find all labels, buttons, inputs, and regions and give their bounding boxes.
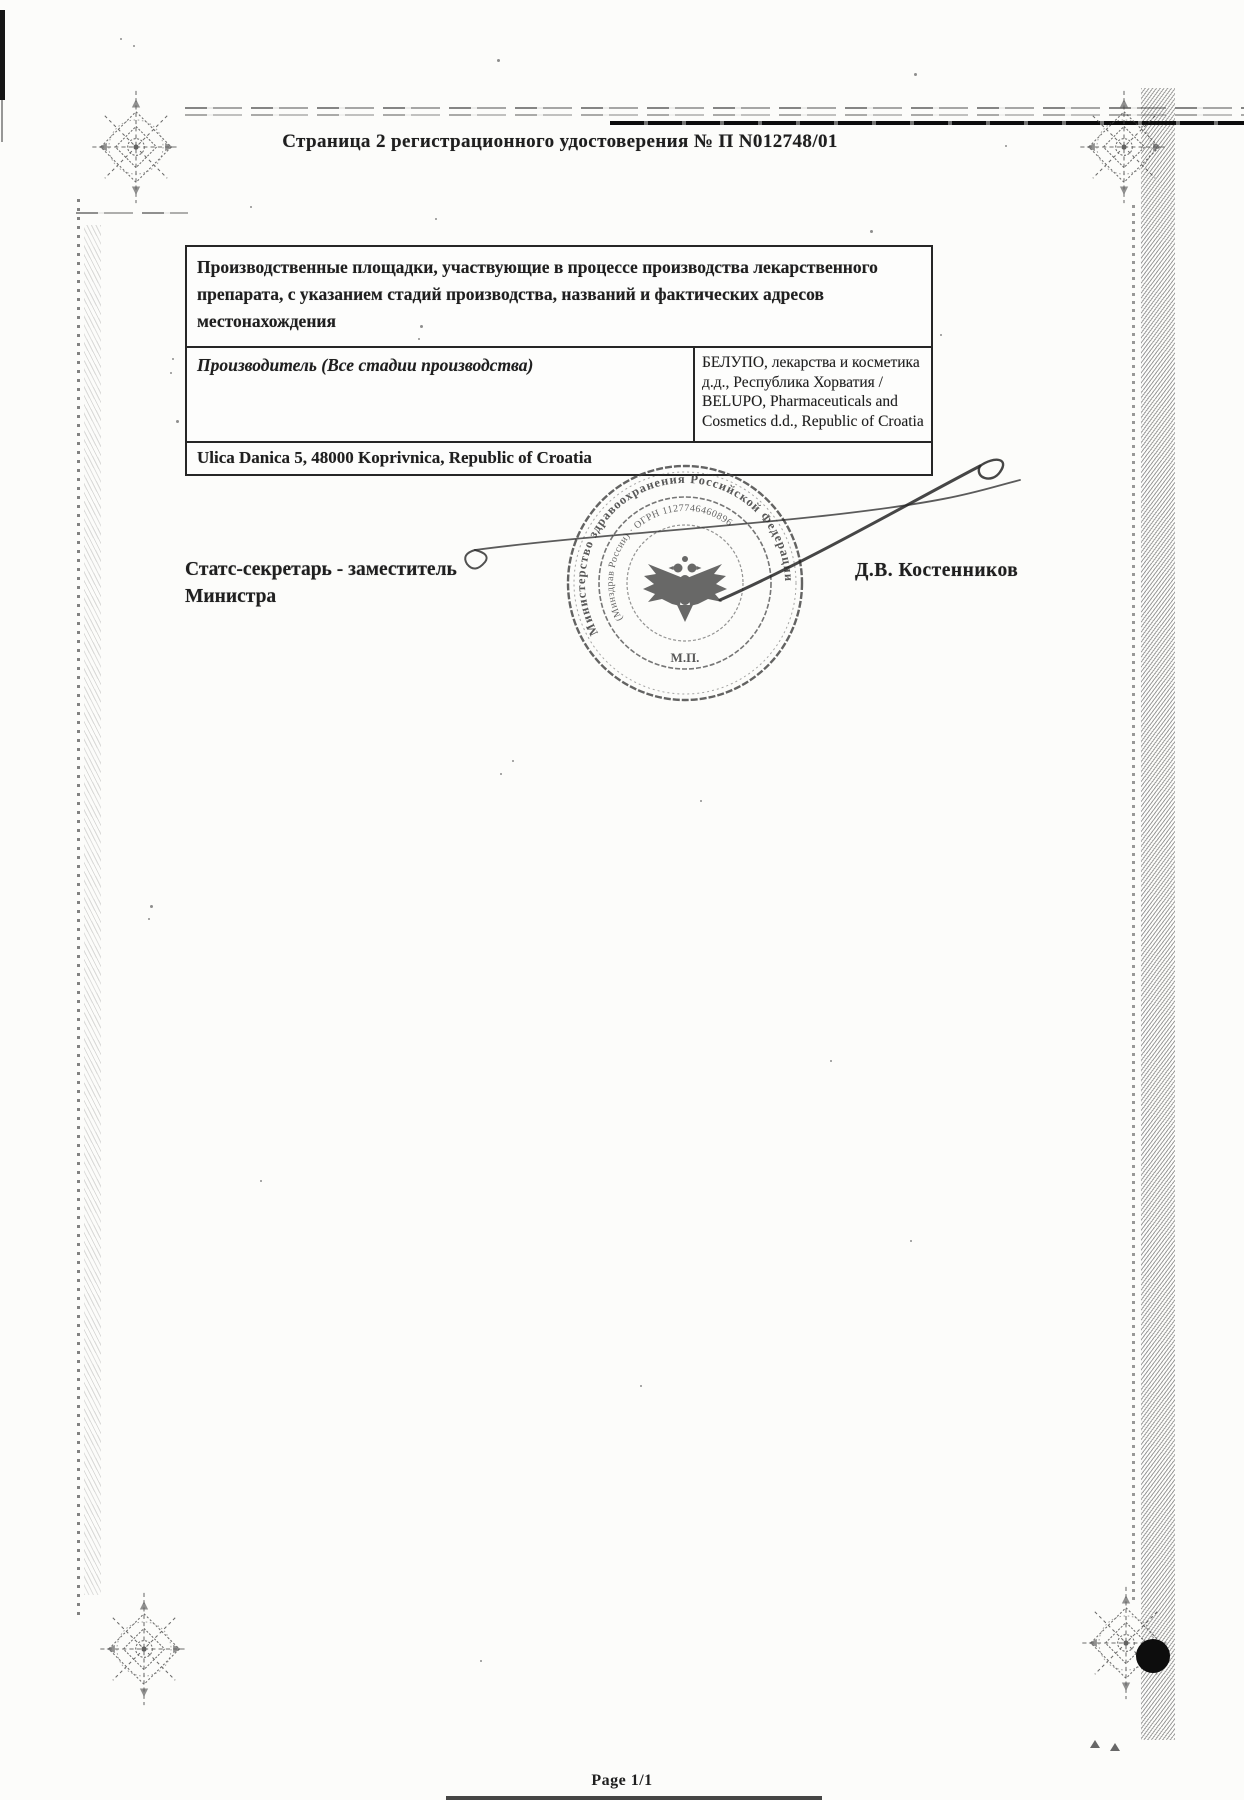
scan-speck <box>914 73 917 76</box>
scan-mark-triangle <box>1090 1740 1100 1748</box>
scan-speck <box>418 338 420 340</box>
scan-speck <box>1005 145 1007 147</box>
footer-scan-line <box>446 1796 822 1800</box>
border-hatch-left-band <box>84 225 101 1595</box>
scan-speck <box>910 1240 912 1242</box>
table-header-text: Производственные площадки, участвующие в процессе производства лекарственного препарата, с указанием стадий производства, названий и фактических адресов местонахождения <box>187 247 931 348</box>
scan-edge-bar <box>0 10 5 100</box>
scan-speck <box>512 760 514 762</box>
producer-row <box>187 348 931 443</box>
page-title: Страница 2 регистрационного удостоверения № П N012748/01 <box>282 131 838 152</box>
producer-label-cell: Производитель (Все стадии производства) <box>187 348 695 441</box>
signatory-title: Статс-секретарь - заместитель Министра <box>185 559 457 607</box>
ink-blot <box>1136 1639 1170 1673</box>
scan-speck <box>133 45 135 47</box>
corner-ornament-top-right <box>1072 84 1176 210</box>
scan-speck <box>497 59 500 62</box>
scan-mark-triangle <box>1110 1743 1120 1751</box>
corner-ornament-bottom-left <box>92 1586 196 1712</box>
scan-speck <box>176 420 179 423</box>
scan-speck <box>170 372 172 374</box>
seal-outer-text: Министерство здравоохранения Российской Федерации <box>573 471 797 639</box>
scan-speck <box>150 905 153 908</box>
scan-streak-line <box>76 212 188 214</box>
address-row: Ulica Danica 5, 48000 Koprivnica, Republic of Croatia <box>197 448 592 467</box>
scan-speck <box>120 38 122 40</box>
scan-speck <box>148 918 150 920</box>
scan-speck <box>250 206 252 208</box>
scan-edge-bar-faint <box>1 100 3 142</box>
scan-speck <box>940 334 942 336</box>
scan-speck <box>435 218 437 220</box>
scan-speck <box>172 358 174 360</box>
signature-stroke <box>420 430 1060 670</box>
scan-speck <box>830 1060 832 1062</box>
scan-speck <box>870 230 873 233</box>
page-number: Page 1/1 <box>591 1772 653 1789</box>
scan-speck <box>260 1180 262 1182</box>
scan-speck <box>700 800 702 802</box>
scan-speck <box>500 773 502 775</box>
seal-mp-text: М.П. <box>670 650 700 665</box>
scan-speck <box>480 1660 482 1662</box>
scan-speck <box>420 325 423 328</box>
scan-speck <box>640 1385 642 1387</box>
producer-value-cell: БЕЛУПО, лекарства и косметика д.д., Республика Хорватия / BELUPO, Pharmaceuticals and Cosmetics d.d., Republic of Croatia <box>702 354 924 430</box>
seal-inner-text: (Минздрав России) · ОГРН 1127746460896 <box>604 502 735 623</box>
border-hatch-right <box>1141 88 1175 1740</box>
border-hatch-left-line <box>77 195 80 1615</box>
signatory-name: Д.В. Костенников <box>855 560 1019 581</box>
border-hatch-right-dots <box>1132 200 1135 1600</box>
